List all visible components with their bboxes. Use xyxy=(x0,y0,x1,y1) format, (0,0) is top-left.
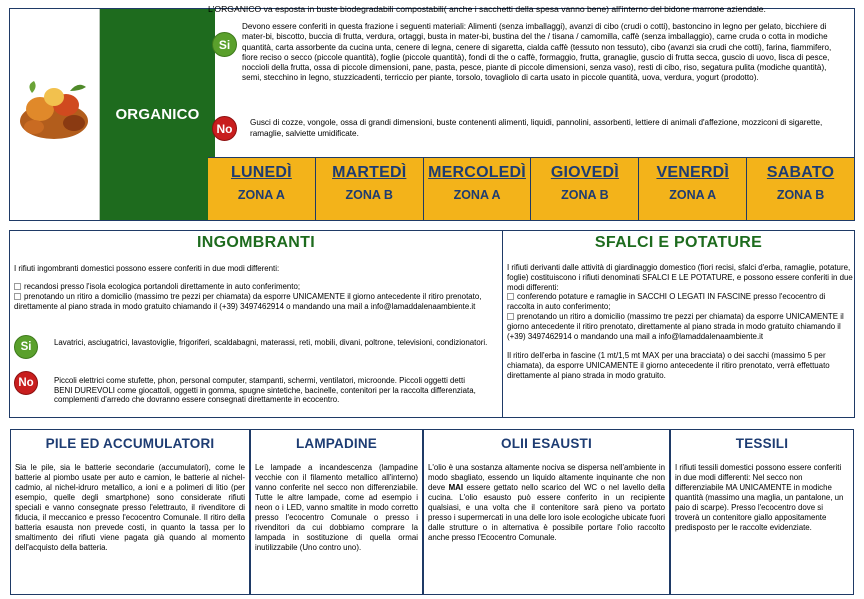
sfalci-option-2 xyxy=(507,312,853,341)
day-name: LUNEDÌ xyxy=(231,164,292,181)
olii-text-part-1: L'olio è una sostanza altamente nociva se dispersa nell'ambiente in modo sbagliato, essendo un liquido altamente inquinante che non deve xyxy=(428,463,665,492)
checkbox-icon xyxy=(507,293,514,300)
day-zone: ZONA B xyxy=(561,188,609,202)
option-text: prenotando un ritiro a domicilio (massimo tre pezzi per chiamata) da esporre UNICAMENTE il giorno antecedente il ritiro prenotato, direttamente al piano strada in modo gratuito chiamando il (+39) 3497462914 o mandando una mail a info@lamaddalenaambiente.it xyxy=(14,292,482,311)
day-zone: ZONA A xyxy=(237,188,285,202)
no-badge-icon: No xyxy=(212,116,237,141)
ingombranti-option-2 xyxy=(14,292,498,312)
day-zone: ZONA A xyxy=(453,188,501,202)
pile-text: Sia le pile, sia le batterie secondarie (accumulatori), come le batterie al piombo usate per auto e camion, le batterie al nichel-cadmio, al nichel-idruro metallico, a ioni e a polimeri di litio (per esempio, quelle degli smartphone) sono considerate rifiuti speciali e vanno consegnate presso l'elettrauto, il rivenditore di fiducia, il meccanico e presso l'ecocentro Comunale. Il ritiro della batteria esausta non prevede costi, in quanto la tassa per lo smaltimento dei rifiuti viene pagata già quando al momento dell'acquisto della batteria. xyxy=(15,463,245,552)
organico-allowed-text: Devono essere conferiti in questa frazione i seguenti materiali: Alimenti (senza imballaggi), avanzi di cibo (crudi o cotti), bastoncino in legno per gelato, bicchiere di mater-bi, biscotto, buccia di frutta, verdura, ortaggi, busta in mater-bi, bustina del the / tisana / camomilla, caffè (senza imballaggio), carne cruda o cotta in modiche quantità, carta assorbente da cucina unta, cenere di legna, cenere di sigaretta, cialda caffè (tessuto non tessuto), cibo (avanzi sia crudi che cotti), farina, fiammifero, fiore reciso o secco (piccole quantità), foglie (piccole quantità), fondi di the o caffè, formaggio, frutta, granaglie, guscio di frutta secca, guscio di uovo, lisca di pesce, noccioli della frutta, ossa di piccole dimensioni, pane, pasta, pesce, piante di piccole dimensioni, senza vaso), resti di cibo, riso, segatura pulita (modiche quantità), semi, stecchino in legno, stuzzicadenti, terriccio per piante, torsolo, tovagliolo di carta usato in piccole quantità, uova, verdura, yogurt (prodotto). xyxy=(242,22,832,83)
no-badge-icon: No xyxy=(14,371,38,395)
ingombranti-intro-text: I rifiuti ingombranti domestici possono essere conferiti in due modi differenti: xyxy=(14,264,280,273)
day-zone: ZONA B xyxy=(776,188,825,202)
pile-section xyxy=(10,429,250,595)
option-text: prenotando un ritiro a domicilio (massimo tre pezzi per chiamata) da esporre UNICAMENTE il giorno antecedente il ritiro prenotato, direttamente al piano strada in modo gratuito chiamando il (+39) 3497462914 o mandando una mail a info@lamaddalenaambiente.it xyxy=(507,311,844,341)
day-name: MARTEDÌ xyxy=(332,164,407,181)
pile-title: PILE ED ACCUMULATORI xyxy=(45,436,215,451)
organico-forbidden-text: Gusci di cozze, vongole, ossa di grandi dimensioni, buste contenenti alimenti, liquidi, pannolini, assorbenti, lettiere di animali d'affezione, mozziconi di sigarette, ramaglie, salviette umidificate. xyxy=(250,118,823,138)
olii-section xyxy=(423,429,670,595)
day-zone: ZONA A xyxy=(669,188,717,202)
yes-badge-icon: Si xyxy=(14,335,38,359)
ingombranti-title: INGOMBRANTI xyxy=(197,234,315,251)
checkbox-icon xyxy=(507,313,514,320)
lampadine-section xyxy=(250,429,423,595)
section-divider xyxy=(502,231,503,417)
organico-title-box xyxy=(100,9,215,220)
yes-badge-icon: Si xyxy=(212,32,237,57)
ingombranti-forbidden-text: Piccoli elettrici come stufette, phon, personal computer, stampanti, schermi, ventilatori, microonde. Piccoli oggetti detti BENI DUREVOLI come giocattoli, oggetti in gomma, spugne sintetiche, bacinelle, contenitori per la raccolta differenziata, complementi d'arredo che dovranno essere consegnati direttamente in ecocentro. xyxy=(54,376,476,405)
day-cell-venerdi xyxy=(638,158,746,220)
day-cell-martedi xyxy=(315,158,423,220)
sfalci-title: SFALCI E POTATURE xyxy=(594,234,763,251)
collection-days-bar xyxy=(208,157,854,220)
checkbox-icon xyxy=(14,293,21,300)
day-name: MERCOLEDÌ xyxy=(428,164,526,181)
checkbox-icon xyxy=(14,283,21,290)
tessili-title: TESSILI xyxy=(735,436,789,451)
day-name: GIOVEDÌ xyxy=(550,164,619,181)
organico-title: ORGANICO xyxy=(115,106,200,123)
tessili-section xyxy=(670,429,854,595)
sfalci-body xyxy=(507,263,853,381)
tessili-text: I rifiuti tessili domestici possono essere conferiti in due modi differenti: Nel secco non differenziabile MA UNICAMENTE in modiche quantità (massimo una maglia, un pantalone, un paio di scarpe). Presso l'ecocentro dove si troverà un contenitore giallo appositamente predisposto per le raccolte evidenziate. xyxy=(675,463,844,532)
ingombranti-sfalci-section xyxy=(9,230,855,418)
day-name: VENERDÌ xyxy=(656,164,729,181)
food-illustration-icon xyxy=(10,9,100,220)
olii-title: OLII ESAUSTI xyxy=(501,436,592,451)
option-text: conferendo potature e ramaglie in SACCHI O LEGATI IN FASCINE presso l'ecocentro di raccolta in auto conferimento; xyxy=(507,292,826,312)
organico-food-image xyxy=(10,9,100,220)
day-cell-sabato xyxy=(746,158,854,220)
lampadine-text: Le lampade a incandescenza (lampadine vecchie con il filamento metallico all'interno) vanno conferite nel secco non differenziabile. Tutte le altre lampade, come ad esempio i neon o i LED, vanno smaltite in modo corretto presso l'ecocentro Comunale o presso i rivenditori da cui dobbiamo comprare la lampada in sostituzione di quella ormai inutilizzabile (Uno contro uno). xyxy=(255,463,418,552)
day-cell-giovedi xyxy=(530,158,638,220)
ingombranti-allowed-text: Lavatrici, asciugatrici, lavastoviglie, frigoriferi, scaldabagni, materassi, reti, mobili, divani, poltrone, televisioni, condizionatori. xyxy=(54,338,488,347)
day-zone: ZONA B xyxy=(345,188,393,202)
sfalci-paragraph-1: I rifiuti derivanti dalle attività di giardinaggio domestico (fiori recisi, sfalci d'erba, ramaglie, potature, foglie) costituiscono i rifiuti denominati SFALCI E LE POTATURE, e possono essere conferiti in due modi differenti: xyxy=(507,263,853,292)
day-cell-lunedi xyxy=(208,158,315,220)
day-name: SABATO xyxy=(766,164,835,181)
sfalci-paragraph-2: Il ritiro dell'erba in fascine (1 mt/1,5 mt MAX per una bracciata) o dei sacchi (massimo 5 per chiamata), da esporre UNICAMENTE il giorno antecedente il ritiro prenotato, verrà effettuato direttamente al piano strada in modo gratuito. xyxy=(507,351,830,380)
organico-intro: L'ORGANICO va esposta in buste biodegradabili compostabili( anche i sacchetti della spesa vanno bene) all'interno del bidone marrone aziendale. xyxy=(208,4,766,14)
lampadine-title: LAMPADINE xyxy=(295,436,378,451)
olii-text xyxy=(428,463,665,543)
sfalci-option-1 xyxy=(507,292,853,312)
option-text: recandosi presso l'isola ecologica portandoli direttamente in auto conferimento; xyxy=(24,282,301,291)
ingombranti-intro xyxy=(14,264,498,312)
ingombranti-option-1 xyxy=(14,282,498,292)
day-cell-mercoledi xyxy=(423,158,531,220)
olii-text-part-2: essere gettato nello scarico del WC o nel lavello della cucina. L'olio esausto può essere conferito in un recipiente qualsiasi, e una volta che il contenitore sarà pieno va portato presso i supermercati in una delle loro isole ecologiche ubicate fuori dalle strutture o in alternativa è possibile portare l'olio raccolto anche presso l'Ecocentro Comunale. xyxy=(428,483,665,542)
olii-text-emphasis: MAI xyxy=(448,483,464,492)
